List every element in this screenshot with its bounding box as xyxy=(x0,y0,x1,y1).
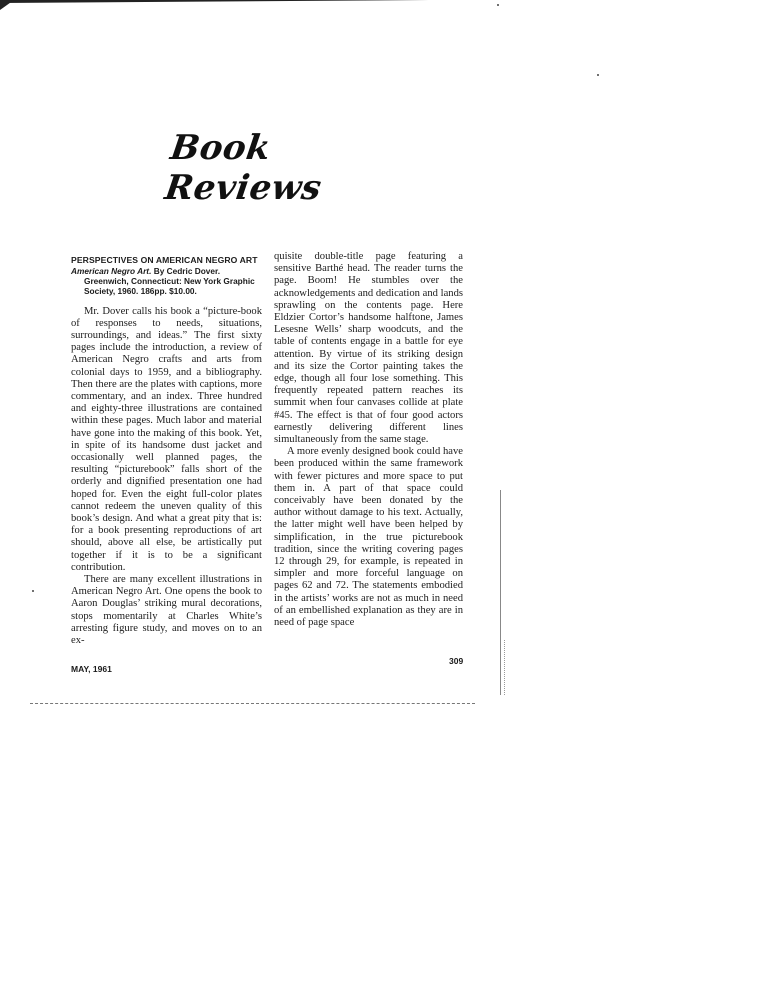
page-number: 309 xyxy=(449,656,464,666)
review-title: PERSPECTIVES ON AMERICAN NEGRO ART xyxy=(71,255,258,265)
scan-edge-right-faint xyxy=(504,640,505,695)
scan-speck xyxy=(597,74,599,76)
scan-edge-bottom xyxy=(30,703,475,704)
book-title: American Negro Art. xyxy=(71,266,152,276)
scan-corner-mark xyxy=(0,0,14,10)
citation-author: By Cedric Dover. xyxy=(153,266,221,276)
scan-speck xyxy=(497,4,499,6)
section-heading: Book Reviews xyxy=(162,128,325,208)
body-paragraph: A more evenly designed book could have been produced within the same framework with fewer pictures and more space to put them in. A part of that space could conceivably have been donated by the author without damage to his text. Actually, the latter might well have been helped by simplification, in the true picturebook tradition, since the writing covering pages 12 through 29, for example, is repeated in simpler and more forceful language on pages 62 and 72. The statements embodied in the artists’ works are not as much in need of an embellished explanation as they are in need of page space xyxy=(274,446,463,629)
scan-speck xyxy=(32,590,34,592)
scan-edge-right xyxy=(500,490,501,695)
citation-publisher: Greenwich, Connecticut: New York Graphic Society, 1960. 186pp. $10.00. xyxy=(84,276,255,297)
body-paragraph: Mr. Dover calls his book a “picture-book of responses to needs, situations, surroundings, and ideas.” The first sixty pages include the introduction, a review of American Negro crafts and arts from colonial days to 1959, and a bibliography. Then there are the plates with captions, more commentary, and an index. Three hundred and eighty-three illustrations are contained within these pages. Much labor and material have gone into the making of this book. Yet, in spite of its handsome dust jacket and occasionally well planned pages, the resulting “picturebook” falls short of the orderly and dignified presentation one had hoped for. Even the eight full-color plates cannot redeem the uneven quality of this book’s design. And what a great pity that is: for a book presenting reproductions of art should, above all else, be artistically put together if it is to be a significant contribution. xyxy=(71,305,262,573)
issue-date: MAY, 1961 xyxy=(71,664,112,674)
review-citation xyxy=(71,266,262,297)
scan-edge-top xyxy=(0,0,430,3)
body-paragraph: There are many excellent illustrations in American Negro Art. One opens the book to Aaron Douglas’ striking mural decorations, stops momentarily at Charles White’s arresting figure study, and moves on to an ex- xyxy=(71,574,262,647)
left-column xyxy=(71,255,262,647)
right-column xyxy=(274,251,463,629)
body-paragraph: quisite double-title page featuring a sensitive Barthé head. The reader turns the page. Boom! He stumbles over the acknowledgements and dedication and lands sprawling on the contents page. Here Eldzier Cortor’s handsome halftone, James Lesesne Wells’ sharp woodcuts, and the table of contents engage in a battle for eye attention. By virtue of its striking design and its size the Cortor painting takes the edge, though all four lose something. This frequently repeated pattern reaches its summit when four canvases collide at plate #45. The effect is that of four good actors earnestly delivering different lines simultaneously from the same stage. xyxy=(274,251,463,446)
